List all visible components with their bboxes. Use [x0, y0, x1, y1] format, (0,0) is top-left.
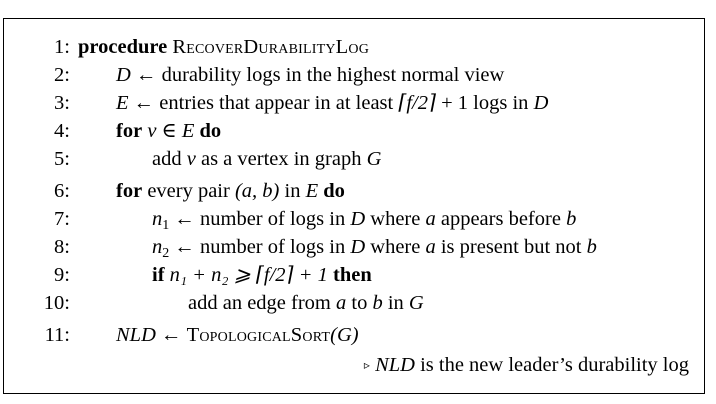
- line-text: as a vertex in graph: [200, 148, 362, 170]
- algorithm-comment: [4, 353, 706, 377]
- keyword-for: for: [116, 180, 143, 202]
- variable-nld: NLD: [116, 324, 156, 346]
- keyword-procedure: procedure: [78, 36, 168, 58]
- pair-expression: (a, b): [234, 180, 280, 202]
- variable-n: n: [152, 236, 163, 258]
- subscript: 2: [162, 246, 170, 261]
- line-number: 10:: [43, 292, 70, 314]
- keyword-if: if: [152, 264, 165, 286]
- line-text: is present but not: [440, 236, 582, 258]
- line-text: add an edge from: [188, 292, 331, 314]
- subscript: 1: [162, 218, 170, 233]
- line-number: 8:: [54, 236, 70, 258]
- condition-expression: n₁ + n₂ ⩾ ⌈f/2⌉ + 1: [169, 264, 328, 286]
- variable-b: b: [372, 292, 383, 314]
- line-number: 4:: [54, 120, 70, 142]
- line-text: appears before: [440, 208, 561, 230]
- loop-expression: v ∈ E: [147, 120, 195, 142]
- function-name: TopologicalSort: [186, 324, 331, 346]
- line-number: 2:: [54, 64, 70, 86]
- line-number: 11:: [44, 324, 70, 346]
- ceil-expression: ⌈f/2⌉: [398, 92, 436, 114]
- algorithm-line-10: [4, 291, 706, 315]
- keyword-do: do: [199, 120, 222, 142]
- variable-g: G: [408, 292, 424, 314]
- variable-d: D: [350, 236, 366, 258]
- function-argument: (G): [330, 324, 359, 346]
- variable-b: b: [566, 208, 577, 230]
- variable-e: E: [116, 92, 129, 114]
- line-number: 3:: [54, 92, 70, 114]
- line-text: to: [351, 292, 368, 314]
- variable-a: a: [425, 236, 436, 258]
- variable-a: a: [336, 292, 347, 314]
- variable-d: D: [533, 92, 549, 114]
- line-number: 7:: [54, 208, 70, 230]
- line-text: + 1 logs in: [441, 92, 529, 114]
- comment-triangle-icon: ▹: [363, 358, 370, 372]
- line-text: in: [387, 292, 404, 314]
- line-text: in: [284, 180, 301, 202]
- variable-b: b: [586, 236, 597, 258]
- line-text: where: [370, 208, 421, 230]
- keyword-then: then: [333, 264, 372, 286]
- procedure-name: RecoverDurabilityLog: [172, 36, 369, 58]
- variable-e: E: [305, 180, 319, 202]
- line-text: entries that appear in at least: [159, 92, 394, 114]
- assign-arrow: ←: [135, 64, 157, 86]
- line-text: durability logs in the highest normal view: [161, 64, 505, 86]
- algorithm-line-7: [4, 207, 706, 231]
- keyword-for: for: [116, 120, 143, 142]
- line-text: where: [370, 236, 421, 258]
- variable-a: a: [425, 208, 436, 230]
- variable-d: D: [350, 208, 366, 230]
- algorithm-line-4: [4, 119, 706, 143]
- variable-d: D: [116, 64, 131, 86]
- variable-n: n: [152, 208, 163, 230]
- algorithm-line-8: [4, 235, 706, 259]
- algorithm-line-5: [4, 147, 706, 171]
- variable-nld: NLD: [375, 354, 415, 376]
- algorithm-line-1: [4, 35, 706, 59]
- algorithm-line-11: [4, 323, 706, 347]
- algorithm-line-6: [4, 179, 706, 203]
- line-text: number of logs in: [200, 208, 346, 230]
- line-text: add: [152, 148, 182, 170]
- algorithm-line-9: [4, 263, 706, 287]
- line-number: 1:: [54, 36, 70, 58]
- line-number: 6:: [54, 180, 70, 202]
- variable-v: v: [186, 148, 196, 170]
- line-text: number of logs in: [200, 236, 346, 258]
- comment-text: is the new leader’s durability log: [420, 354, 689, 376]
- keyword-do: do: [323, 180, 345, 202]
- line-text: every pair: [147, 180, 230, 202]
- algorithm-line-2: [4, 63, 706, 87]
- variable-g: G: [366, 148, 382, 170]
- assign-arrow: ←: [161, 324, 182, 346]
- algorithm-line-3: [4, 91, 706, 115]
- line-number: 9:: [54, 264, 70, 286]
- line-number: 5:: [54, 148, 70, 170]
- algorithm-box: [3, 18, 705, 394]
- assign-arrow: ←: [174, 208, 195, 230]
- assign-arrow: ←: [174, 236, 195, 258]
- assign-arrow: ←: [133, 92, 155, 114]
